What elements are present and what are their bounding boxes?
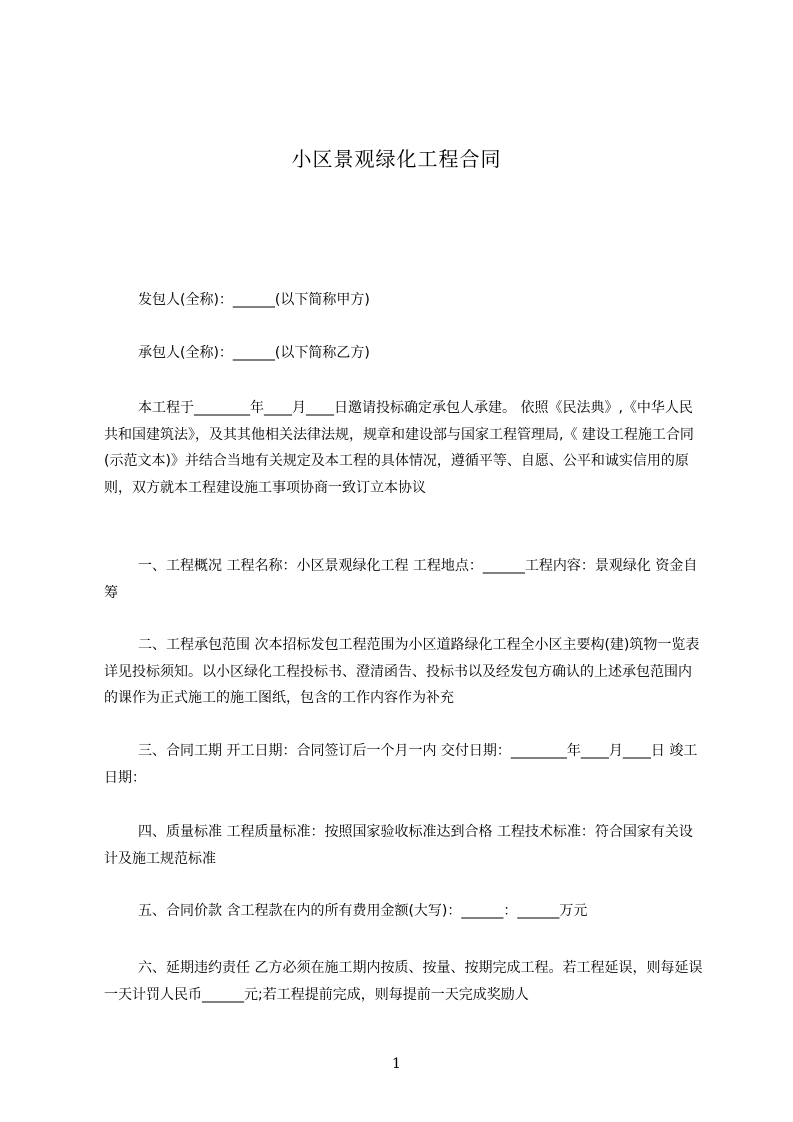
preamble-paragraph: 本工程于________年____月____日邀请投标确定承包人承建。 依照《民法典》,《中华人民共和国建筑法》，及其其他相关法律法规，规章和建设部与国家工程管理局,《 建设工程施工合同(示范文本)》并结合当地有关规定及本工程的具体情况，遵循平等、自愿、公平和诚实信用的原则，双方就本工程建设施工事项协商一致订立本协议: [104, 400, 694, 496]
page-title: 小区景观绿化工程合同: [291, 147, 502, 171]
section-5-price: 五、合同价款 含工程款在内的所有费用金额(大写)：______：______万元: [138, 903, 588, 919]
page-number: 1: [392, 1056, 401, 1072]
section-1-overview: 一、工程概况 工程名称：小区景观绿化工程 工程地点：______工程内容：景观绿化 资金自筹: [104, 558, 698, 601]
section-6-delay-liability: 六、延期违约责任 乙方必须在施工期内按质、按量、按期完成工程。若工程延误，则每延误一天计罚人民币______元;若工程提前完成，则每提前一天完成奖励人: [104, 960, 703, 1003]
party-b-line: 承包人(全称)：______(以下简称乙方): [138, 345, 370, 361]
party-a-line: 发包人(全称)：______(以下简称甲方): [138, 292, 370, 308]
section-4-quality: 四、质量标准 工程质量标准：按照国家验收标准达到合格 工程技术标准：符合国家有关设计及施工规范标准: [104, 824, 693, 867]
section-2-scope: 二、工程承包范围 次本招标发包工程范围为小区道路绿化工程全小区主要构(建)筑物一览表详见投标须知。以小区绿化工程投标书、澄清函告、投标书以及经发包方确认的上述承包范围内的课作为正式施工的施工图纸，包含的工作内容作为补充: [104, 637, 700, 706]
section-3-schedule: 三、合同工期 开工日期：合同签订后一个月一内 交付日期：________年____月____日 竣工日期：: [104, 743, 698, 786]
